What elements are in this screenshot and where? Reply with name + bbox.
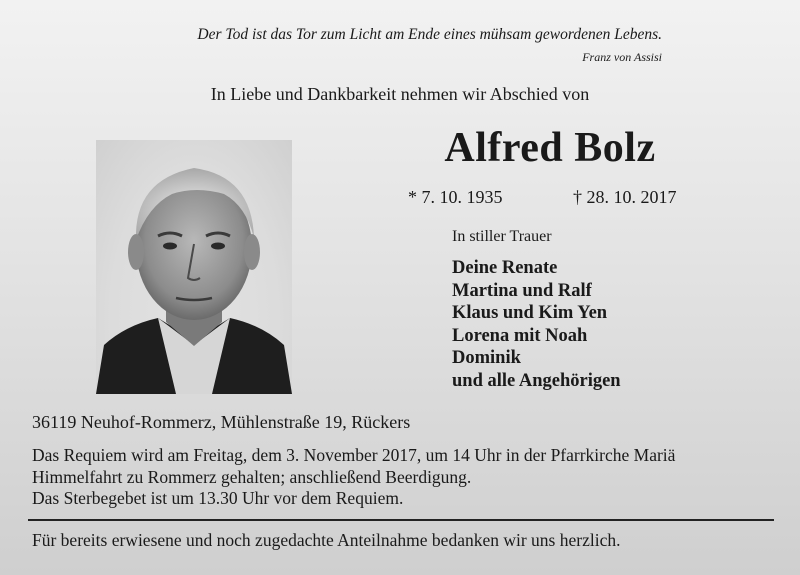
intro-line: In Liebe und Dankbarkeit nehmen wir Abschied von: [210, 84, 590, 104]
divider-rule: [28, 519, 774, 521]
family-member: Martina und Ralf: [452, 280, 592, 301]
birth-date: * 7. 10. 1935: [408, 187, 503, 207]
portrait-illustration: [96, 140, 292, 394]
family-list: [452, 257, 621, 392]
mourning-label: In stiller Trauer: [452, 228, 552, 245]
deceased-name: Alfred Bolz: [444, 125, 656, 171]
requiem-line: Himmelfahrt zu Rommerz gehalten; anschließend Beerdigung.: [32, 466, 472, 487]
address-line: 36119 Neuhof-Rommerz, Mühlenstraße 19, Rückers: [32, 412, 411, 432]
requiem-line: Das Sterbegebet ist um 13.30 Uhr vor dem Requiem.: [32, 488, 404, 508]
family-member: Lorena mit Noah: [452, 325, 588, 346]
family-member: Dominik: [452, 348, 521, 368]
family-member: Klaus und Kim Yen: [452, 303, 608, 323]
family-member: Deine Renate: [452, 258, 558, 278]
thanks-line: Für bereits erwiesene und noch zugedachte Anteilnahme bedanken wir uns herzlich.: [32, 530, 621, 550]
requiem-line: Das Requiem wird am Freitag, dem 3. November 2017, um 14 Uhr in der Pfarrkirche Mariä: [32, 445, 676, 465]
family-member: und alle Angehörigen: [452, 370, 621, 391]
epigraph-author: Franz von Assisi: [582, 50, 662, 64]
portrait-photo: [96, 140, 292, 394]
requiem-notice: [32, 445, 777, 510]
death-date: † 28. 10. 2017: [573, 187, 677, 207]
epigraph-quote: Der Tod ist das Tor zum Licht am Ende eines mühsam gewordenen Lebens.: [197, 26, 662, 43]
